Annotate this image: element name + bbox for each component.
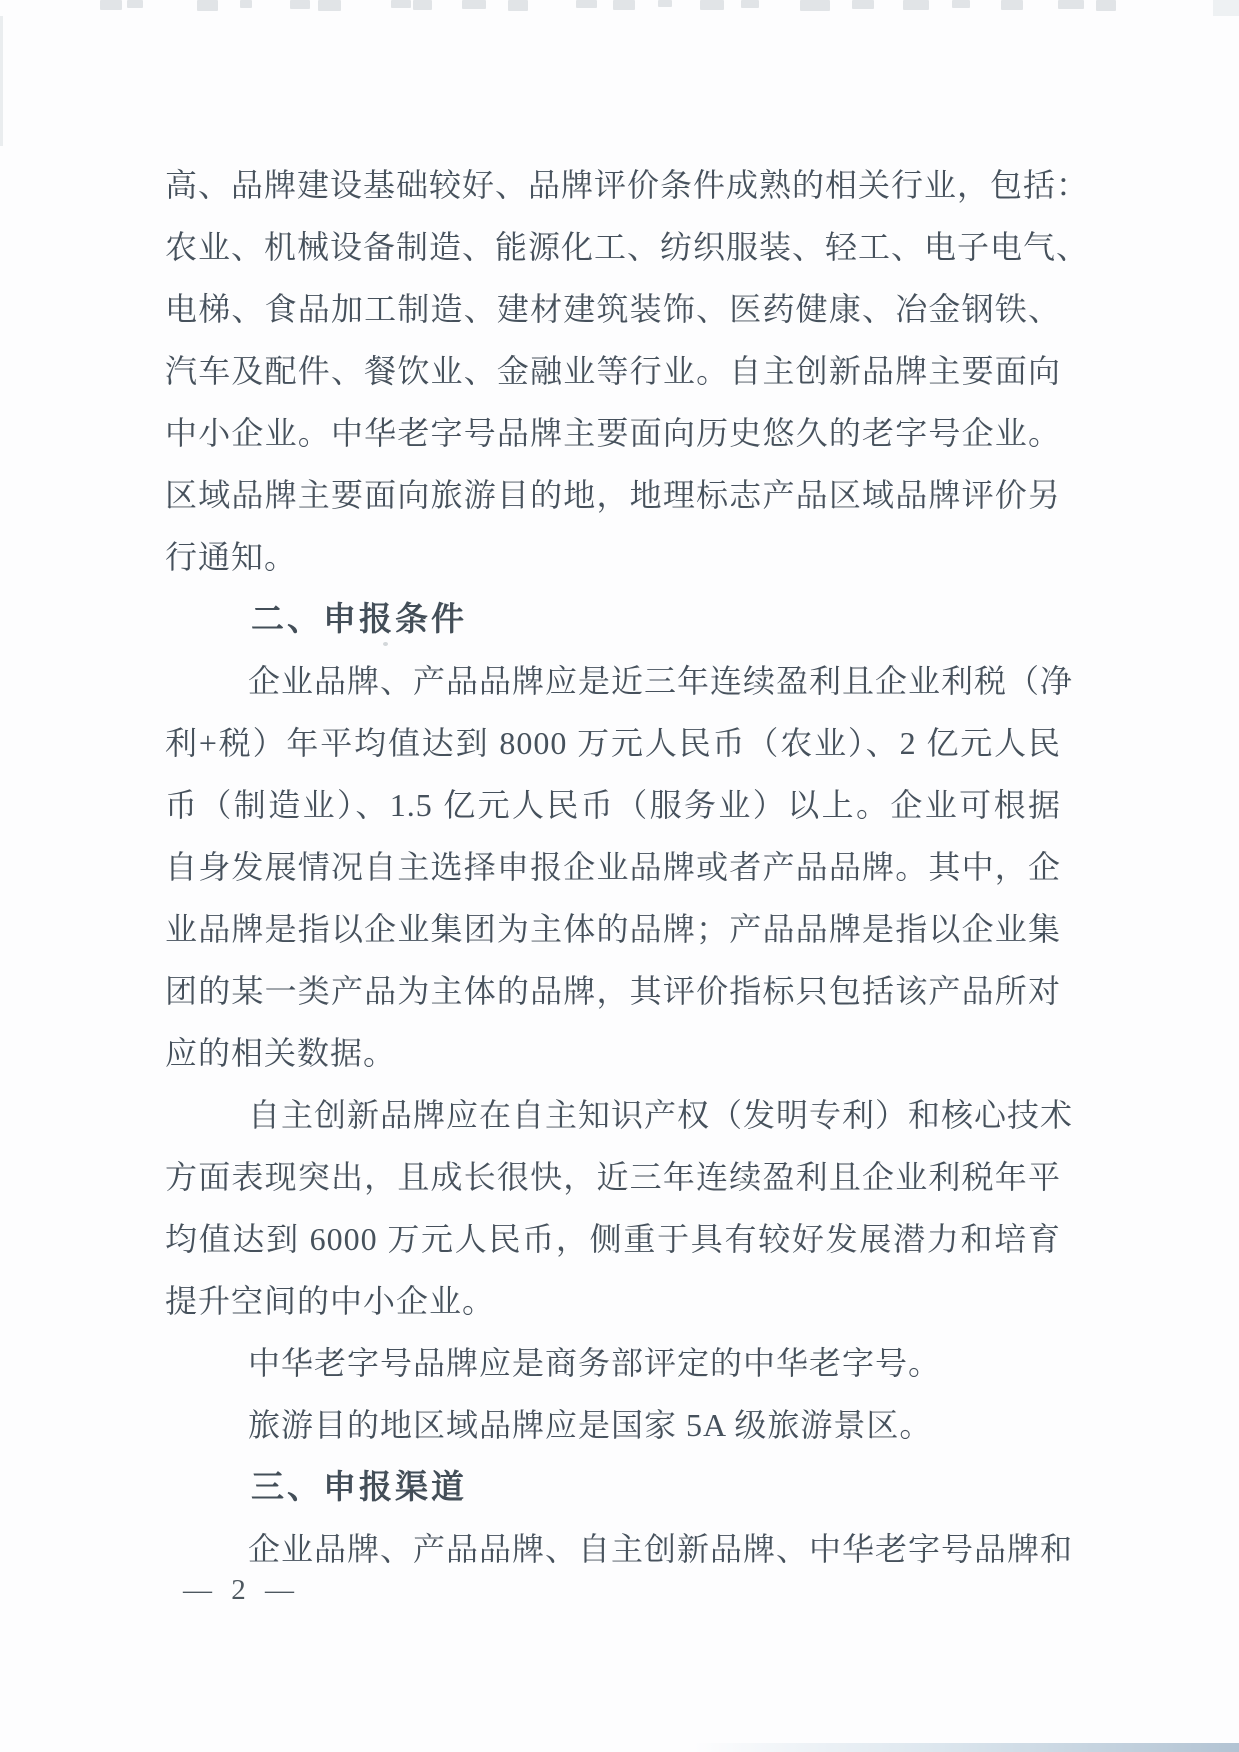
text-line: 农业、机械设备制造、能源化工、纺织服装、轻工、电子电气、: [165, 229, 1090, 265]
text-line: 旅游目的地区域品牌应是国家 5A 级旅游景区。: [248, 1407, 933, 1443]
text-line: 高、品牌建设基础较好、品牌评价条件成熟的相关行业，包括：: [165, 167, 1090, 203]
scan-smudge: [127, 0, 143, 8]
scan-smudge: [700, 0, 724, 10]
page-number: — 2 —: [183, 1574, 300, 1606]
scan-smudge: [318, 0, 341, 11]
scan-smudge: [613, 0, 635, 10]
section-heading-2: 二、申报条件: [251, 600, 467, 637]
scan-smudge: [413, 0, 432, 10]
text-line: 团的某一类产品为主体的品牌，其评价指标只包括该产品所对: [165, 973, 1061, 1009]
scan-smudge: [741, 0, 759, 8]
text-line: 行通知。: [165, 539, 298, 575]
text-line: 企业品牌、产品品牌、自主创新品牌、中华老字号品牌和: [248, 1531, 1074, 1567]
document-body: [165, 154, 1090, 1580]
scan-smudge: [462, 0, 486, 9]
scan-edge-line: [0, 16, 3, 146]
text-line: 提升空间的中小企业。: [165, 1283, 496, 1319]
scan-smudge: [508, 0, 528, 11]
scan-smudge: [1001, 0, 1023, 10]
scan-smudge: [197, 0, 218, 11]
text-line: 中小企业。中华老字号品牌主要面向历史悠久的老字号企业。: [165, 415, 1061, 451]
scan-bottom-strip: [694, 1743, 1239, 1752]
text-line: 汽车及配件、餐饮业、金融业等行业。自主创新品牌主要面向: [165, 353, 1061, 389]
scan-smudge: [240, 0, 252, 8]
text-line: 中华老字号品牌应是商务部评定的中华老字号。: [248, 1345, 942, 1381]
text-line: 币（制造业）、1.5 亿元人民币（服务业）以上。企业可根据: [165, 787, 1061, 823]
scan-smudge: [290, 0, 310, 9]
text-line: 利+税）年平均值达到 8000 万元人民币（农业）、2 亿元人民: [165, 725, 1061, 761]
text-line: 自身发展情况自主选择申报企业品牌或者产品品牌。其中，企: [165, 849, 1061, 885]
text-line: 自主创新品牌应在自主知识产权（发明专利）和核心技术: [248, 1097, 1074, 1133]
scan-smudge: [852, 0, 874, 9]
text-line: 均值达到 6000 万元人民币，侧重于具有较好发展潜力和培育: [165, 1221, 1061, 1257]
text-line: 区域品牌主要面向旅游目的地，地理标志产品区域品牌评价另: [165, 477, 1061, 513]
scan-smudge: [100, 0, 122, 10]
text-line: 方面表现突出，且成长很快，近三年连续盈利且企业利税年平: [165, 1159, 1061, 1195]
text-line: 电梯、食品加工制造、建材建筑装饰、医药健康、冶金钢铁、: [165, 291, 1061, 327]
scan-smudge: [800, 0, 830, 11]
scan-smudge: [1058, 0, 1084, 9]
section-heading-3: 三、申报渠道: [251, 1468, 467, 1505]
scan-smudge: [576, 0, 597, 8]
scan-smudge: [658, 0, 672, 7]
scan-smudge: [952, 0, 970, 8]
scan-corner-patch: [1213, 0, 1239, 16]
text-line: 业品牌是指以企业集团为主体的品牌；产品品牌是指以企业集: [165, 911, 1061, 947]
text-line: 企业品牌、产品品牌应是近三年连续盈利且企业利税（净: [248, 663, 1074, 699]
text-line: 应的相关数据。: [165, 1035, 397, 1071]
scan-smudge: [903, 0, 929, 10]
scan-smudge: [391, 0, 411, 8]
scan-smudge: [1096, 0, 1116, 11]
